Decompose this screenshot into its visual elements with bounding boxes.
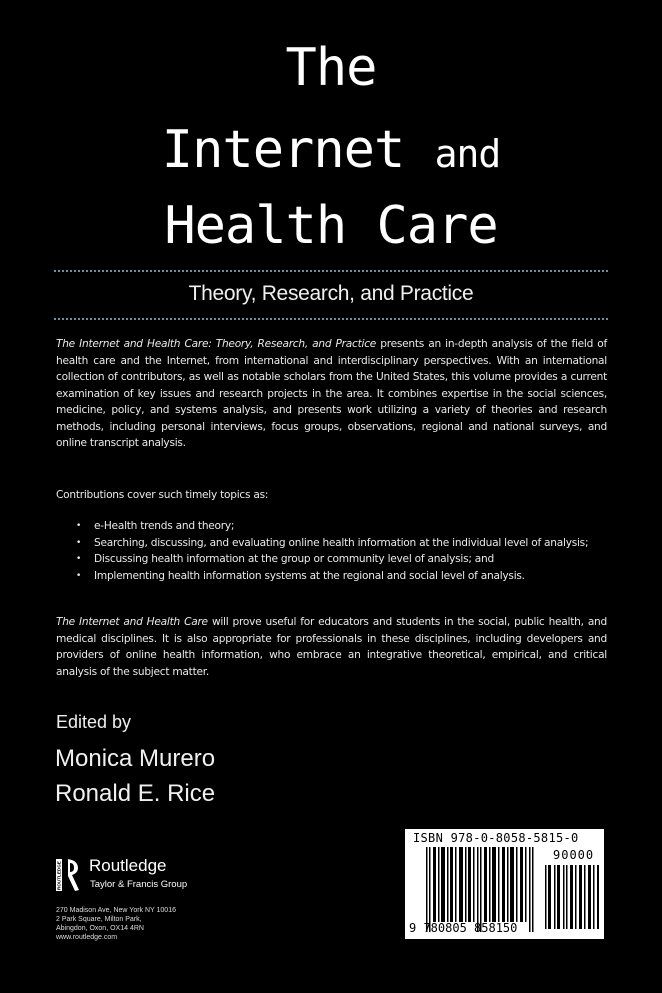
title-and: and [434, 132, 501, 176]
description-title-italic: The Internet and Health Care: Theory, Research, and Practice [56, 338, 377, 350]
ean-digits: 9 780805 858150 [409, 921, 518, 935]
price-barcode-bars [545, 865, 600, 929]
address-line: Abingdon, Oxon, OX14 4RN [56, 925, 144, 932]
topic-item: • e-Health trends and theory; [76, 518, 616, 535]
title-line-3: Health Care [164, 196, 498, 256]
topic-item: • Searching, discussing, and evaluating online health information at the individual level of analysis; [76, 535, 616, 552]
isbn-barcode [405, 829, 604, 939]
title-internet: Internet [161, 120, 405, 180]
publisher-website: www.routledge.com [56, 934, 118, 941]
edited-by-label: Edited by [56, 712, 132, 732]
closing-paragraph [56, 614, 607, 680]
title-line-1: The [285, 38, 377, 98]
topic-item: • Discussing health information at the group or community level of analysis; and [76, 551, 616, 568]
editor-name: Ronald E. Rice [55, 780, 216, 807]
address-line: 270 Madison Ave, New York NY 10016 [56, 907, 176, 914]
topics-list [76, 518, 616, 584]
publisher-group: Taylor & Francis Group [90, 879, 188, 890]
description-paragraph [56, 336, 607, 452]
price-code: 90000 [553, 848, 595, 862]
topic-item: • Implementing health information systems at the regional and social level of analysis. [76, 568, 616, 585]
subtitle: Theory, Research, and Practice [188, 282, 474, 305]
publisher-name: Routledge [89, 856, 167, 875]
routledge-logo-icon [56, 857, 82, 893]
address-line: 2 Park Square, Milton Park, [56, 916, 142, 923]
title-line-2 [0, 120, 662, 184]
editor-name: Monica Murero [55, 745, 216, 772]
svg-text:ROUTLEDGE: ROUTLEDGE [56, 861, 62, 890]
dotted-divider-top [54, 270, 608, 274]
dotted-divider-bottom [54, 318, 608, 322]
closing-text: will prove useful for educators and students in the social, public health, and medical disciplines. It is also appropriate for professionals in these disciplines, including developers and providers of online health information, who embrace an integrative theoretical, empirical, and critical analysis of the subject matter. [56, 616, 607, 678]
publisher-address [56, 906, 176, 942]
isbn-number: ISBN 978-0-8058-5815-0 [413, 831, 579, 845]
closing-title-italic: The Internet and Health Care [56, 616, 208, 628]
description-text: presents an in-depth analysis of the field of health care and the Internet, from international and interdisciplinary perspectives. With an international collection of contributors, as well as notable scholars from the United States, this volume provides a current examination of key issues and research projects in the area. It combines expertise in the social sciences, medicine, policy, and systems analysis, and presents work utilizing a variety of theories and research methods, including personal interviews, focus groups, observations, regional and national surveys, and online transcript analysis. [56, 338, 607, 449]
topics-intro: Contributions cover such timely topics as: [56, 489, 269, 501]
ean-barcode-bars [426, 847, 534, 932]
publisher-logo [56, 857, 206, 897]
